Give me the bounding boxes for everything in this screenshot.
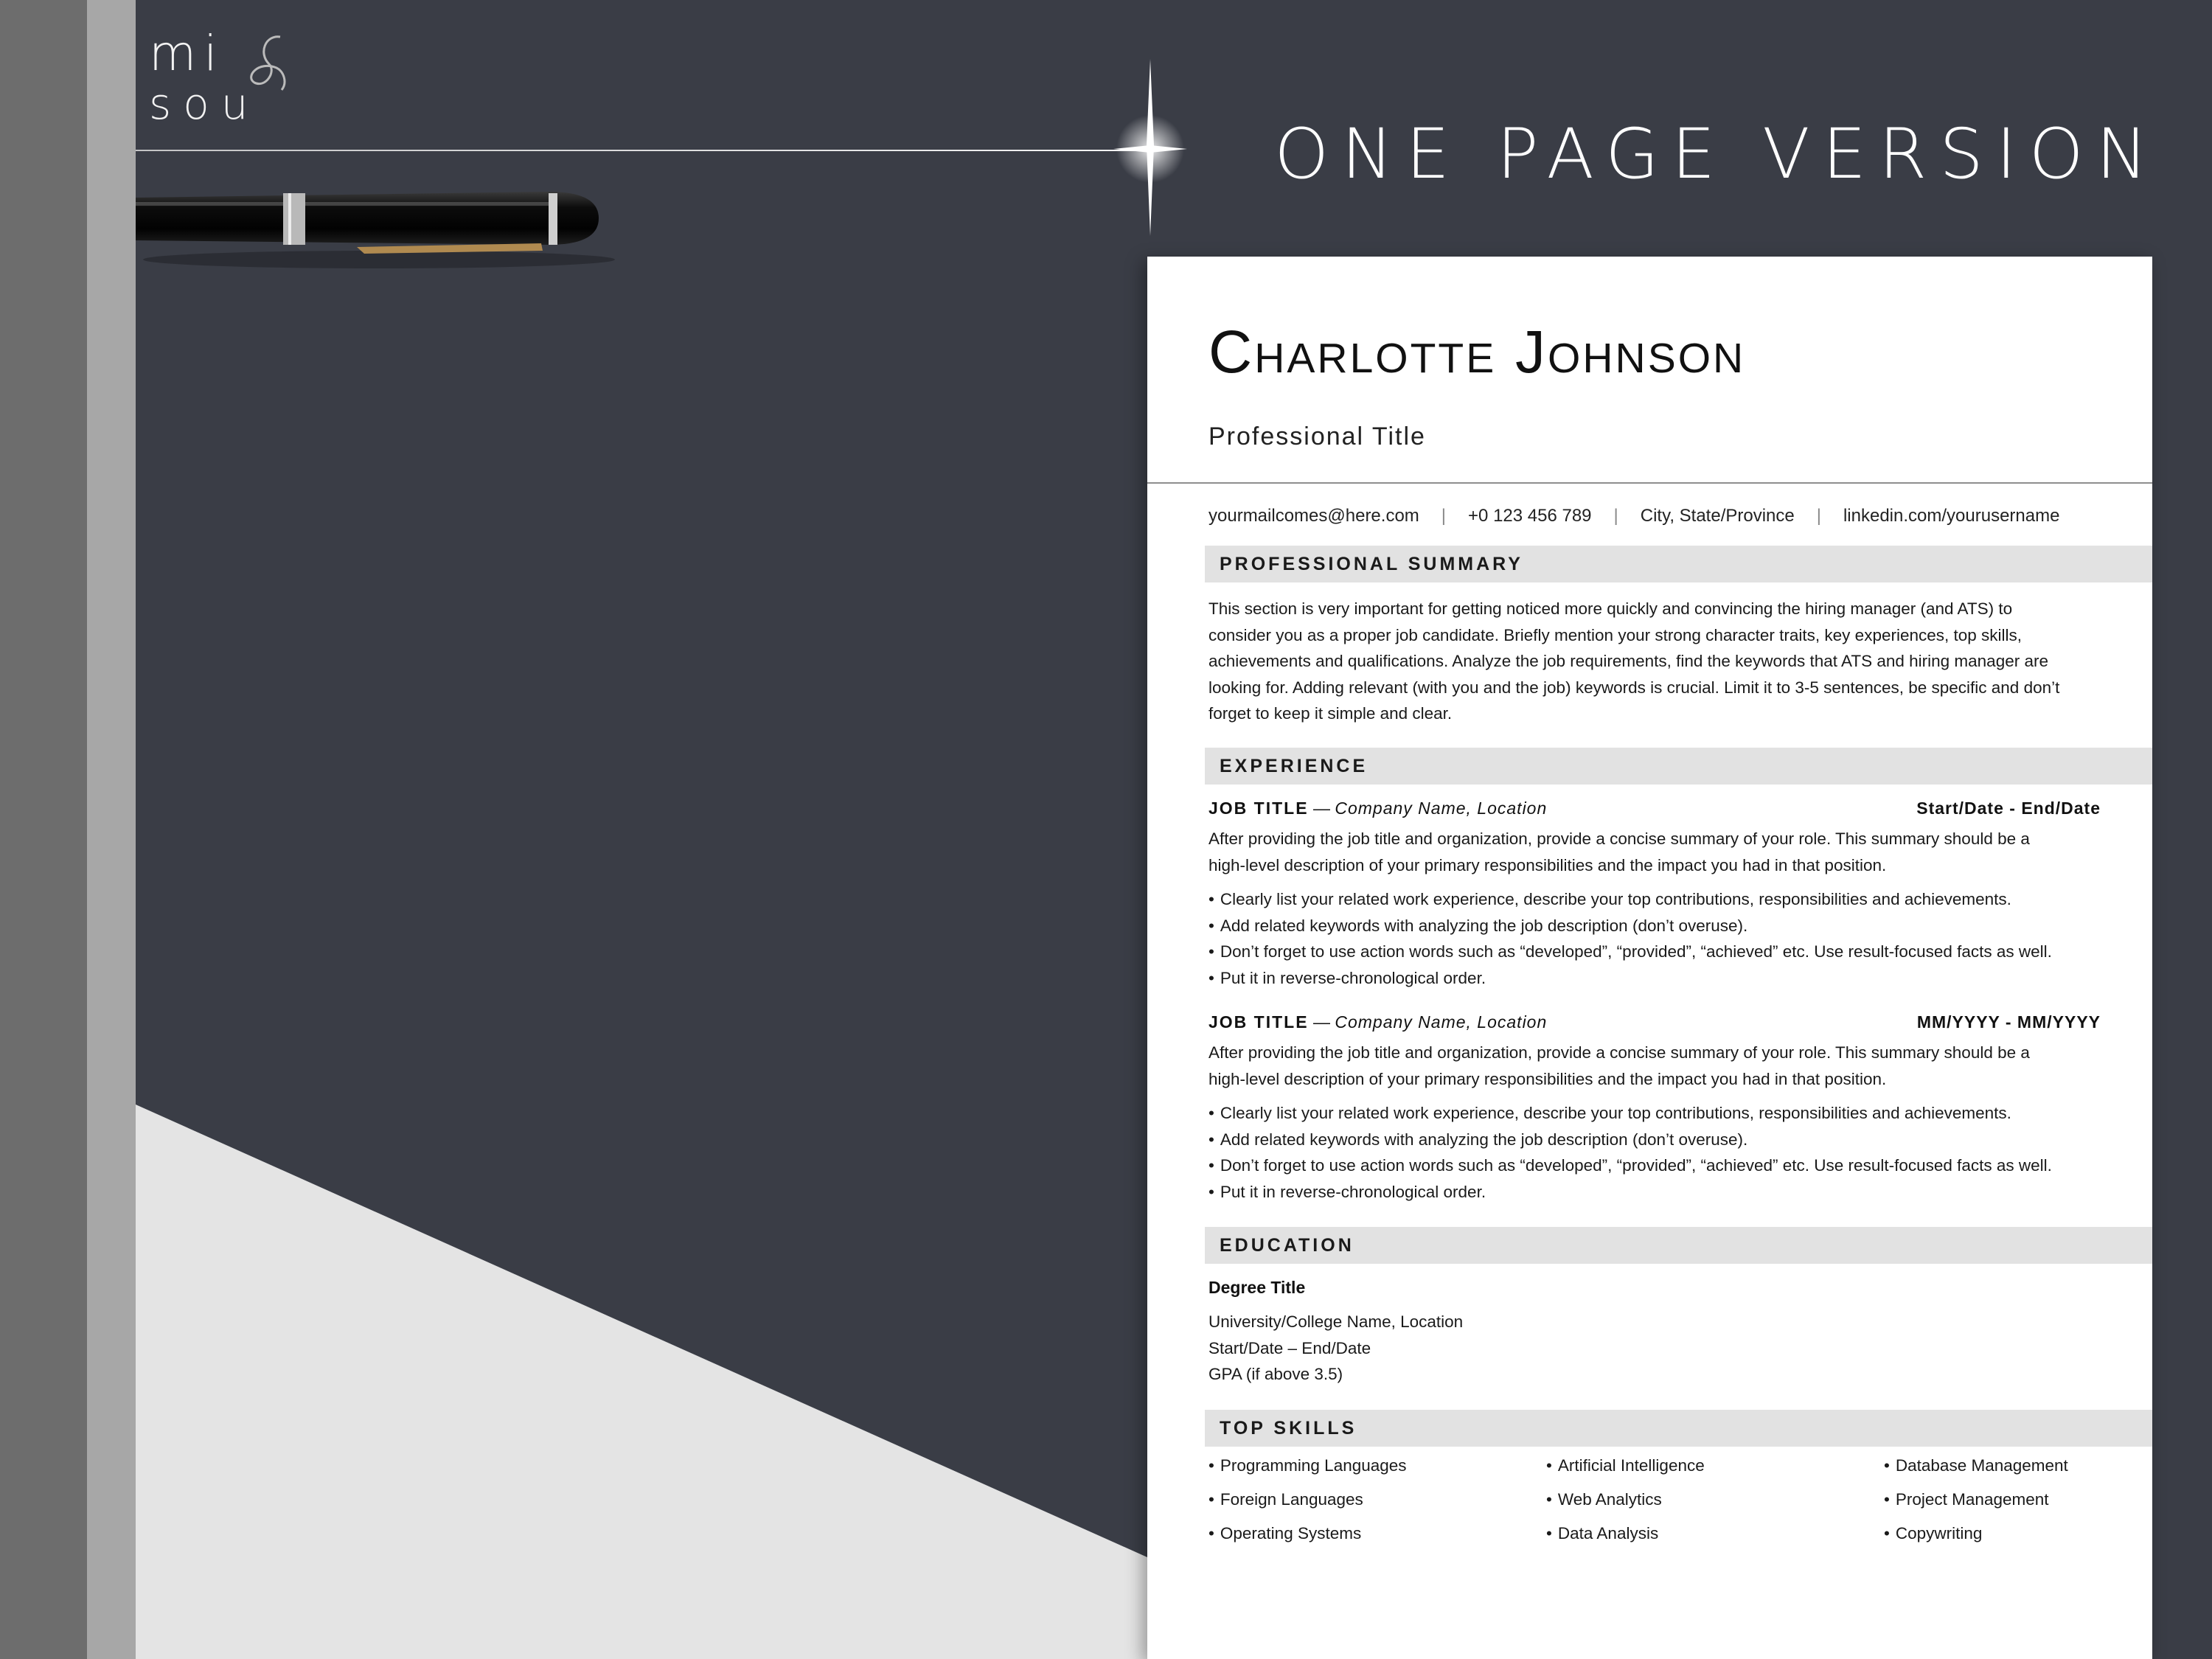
job-bullet: • Add related keywords with analyzing the job description (don’t overuse). (1208, 913, 2115, 939)
job-bullet: • Put it in reverse-chronological order. (1208, 1179, 2115, 1206)
job-dash: — (1308, 799, 1335, 818)
contact-line (1208, 501, 2093, 531)
job-summary (1208, 1040, 2101, 1092)
resume-name: Charlotte Johnson (1208, 319, 1746, 386)
contact-separator: | (1441, 506, 1447, 526)
section-title: EDUCATION (1220, 1235, 1354, 1256)
contact-phone: +0 123 456 789 (1468, 506, 1592, 526)
resume-page (1147, 257, 2152, 1659)
section-title: EXPERIENCE (1220, 756, 1368, 776)
job-summary-line: high-level description of your primary responsibilities and the impact you had in that position. (1208, 1069, 1887, 1088)
summary-line: This section is very important for getting noticed more quickly and convincing the hiring manager (and ATS) to (1208, 599, 2013, 618)
section-header-skills (1205, 1410, 2152, 1447)
summary-line: looking for. Adding relevant (with you and the job) keywords is crucial. Limit it to 3-5 sentences, be specific and don’t (1208, 678, 2060, 697)
job-bullets (1208, 1100, 2115, 1205)
job-bullet: • Add related keywords with analyzing the job description (don’t overuse). (1208, 1127, 2115, 1153)
skills-grid (1208, 1453, 2130, 1547)
sparkle-icon (1091, 59, 1209, 236)
section-header-summary (1205, 546, 2152, 582)
side-strip-light (87, 0, 136, 1659)
contact-location: City, State/Province (1640, 506, 1795, 526)
job-company: Company Name, Location (1335, 799, 1548, 818)
skill-item: • Database Management (1884, 1453, 2130, 1479)
job-title: JOB TITLE (1208, 1012, 1309, 1032)
section-header-experience (1205, 748, 2152, 785)
job-summary-line: high-level description of your primary responsibilities and the impact you had in that position. (1208, 855, 1887, 874)
summary-line: achievements and qualifications. Analyze the job requirements, find the keywords that ATS and hiring manager are (1208, 652, 2048, 670)
header-rule (136, 150, 1153, 151)
skill-item: • Data Analysis (1546, 1520, 1884, 1547)
page-headline: ONE PAGE VERSION (1274, 114, 2160, 195)
job-bullet: • Don’t forget to use action words such as “developed”, “provided”, “achieved” etc. Use result-focused facts as well. (1208, 939, 2115, 965)
header-divider (1147, 482, 2152, 484)
job-bullet: • Put it in reverse-chronological order. (1208, 965, 2115, 992)
job-dash: — (1308, 1012, 1335, 1032)
summary-line: forget to keep it simple and clear. (1208, 704, 1453, 723)
job-header (1208, 795, 2101, 821)
section-title: TOP SKILLS (1220, 1418, 1357, 1439)
job-title: JOB TITLE (1208, 799, 1309, 818)
skill-item: • Programming Languages (1208, 1453, 1546, 1479)
pen-icon (136, 177, 622, 273)
skill-item: • Foreign Languages (1208, 1486, 1546, 1513)
summary-text (1208, 596, 2101, 727)
degree-title: Degree Title (1208, 1278, 1306, 1297)
job-dates: Start/Date - End/Date (1916, 799, 2101, 818)
resume-professional-title: Professional Title (1208, 422, 1426, 451)
skill-item: • Web Analytics (1546, 1486, 1884, 1513)
job-summary-line: After providing the job title and organization, provide a concise summary of your role. This summary should be a (1208, 830, 2030, 848)
education-school: University/College Name, Location (1208, 1312, 1464, 1331)
skill-item: • Operating Systems (1208, 1520, 1546, 1547)
summary-line: consider you as a proper job candidate. Briefly mention your strong character traits, key experiences, top skills, (1208, 625, 2023, 644)
brand-logo (149, 25, 296, 131)
logo-text-top: mi (149, 25, 225, 82)
job-bullet: • Clearly list your related work experience, describe your top contributions, responsibilities and achievements. (1208, 1100, 2115, 1127)
contact-separator: | (1613, 506, 1618, 526)
education-details (1208, 1309, 1463, 1388)
contact-separator: | (1816, 506, 1821, 526)
contact-linkedin: linkedin.com/yourusername (1843, 506, 2060, 526)
ampersand-icon (236, 31, 295, 105)
job-summary-line: After providing the job title and organization, provide a concise summary of your role. This summary should be a (1208, 1043, 2030, 1062)
skill-item: • Copywriting (1884, 1520, 2130, 1547)
job-company: Company Name, Location (1335, 1012, 1548, 1032)
job-summary (1208, 826, 2101, 878)
contact-email: yourmailcomes@here.com (1208, 506, 1419, 526)
education-dates: Start/Date – End/Date (1208, 1338, 1371, 1357)
section-title: PROFESSIONAL SUMMARY (1220, 554, 1523, 574)
side-strip-dark (0, 0, 87, 1659)
job-header (1208, 1009, 2101, 1035)
job-bullet: • Don’t forget to use action words such as “developed”, “provided”, “achieved” etc. Use result-focused facts as well. (1208, 1152, 2115, 1179)
section-header-education (1205, 1227, 2152, 1264)
skill-item: • Project Management (1884, 1486, 2130, 1513)
job-dates: MM/YYYY - MM/YYYY (1916, 1012, 2101, 1032)
logo-text-bottom: sou (149, 79, 260, 129)
skill-item: • Artificial Intelligence (1546, 1453, 1884, 1479)
job-bullet: • Clearly list your related work experience, describe your top contributions, responsibilities and achievements. (1208, 886, 2115, 913)
job-bullets (1208, 886, 2115, 991)
education-gpa: GPA (if above 3.5) (1208, 1365, 1343, 1383)
